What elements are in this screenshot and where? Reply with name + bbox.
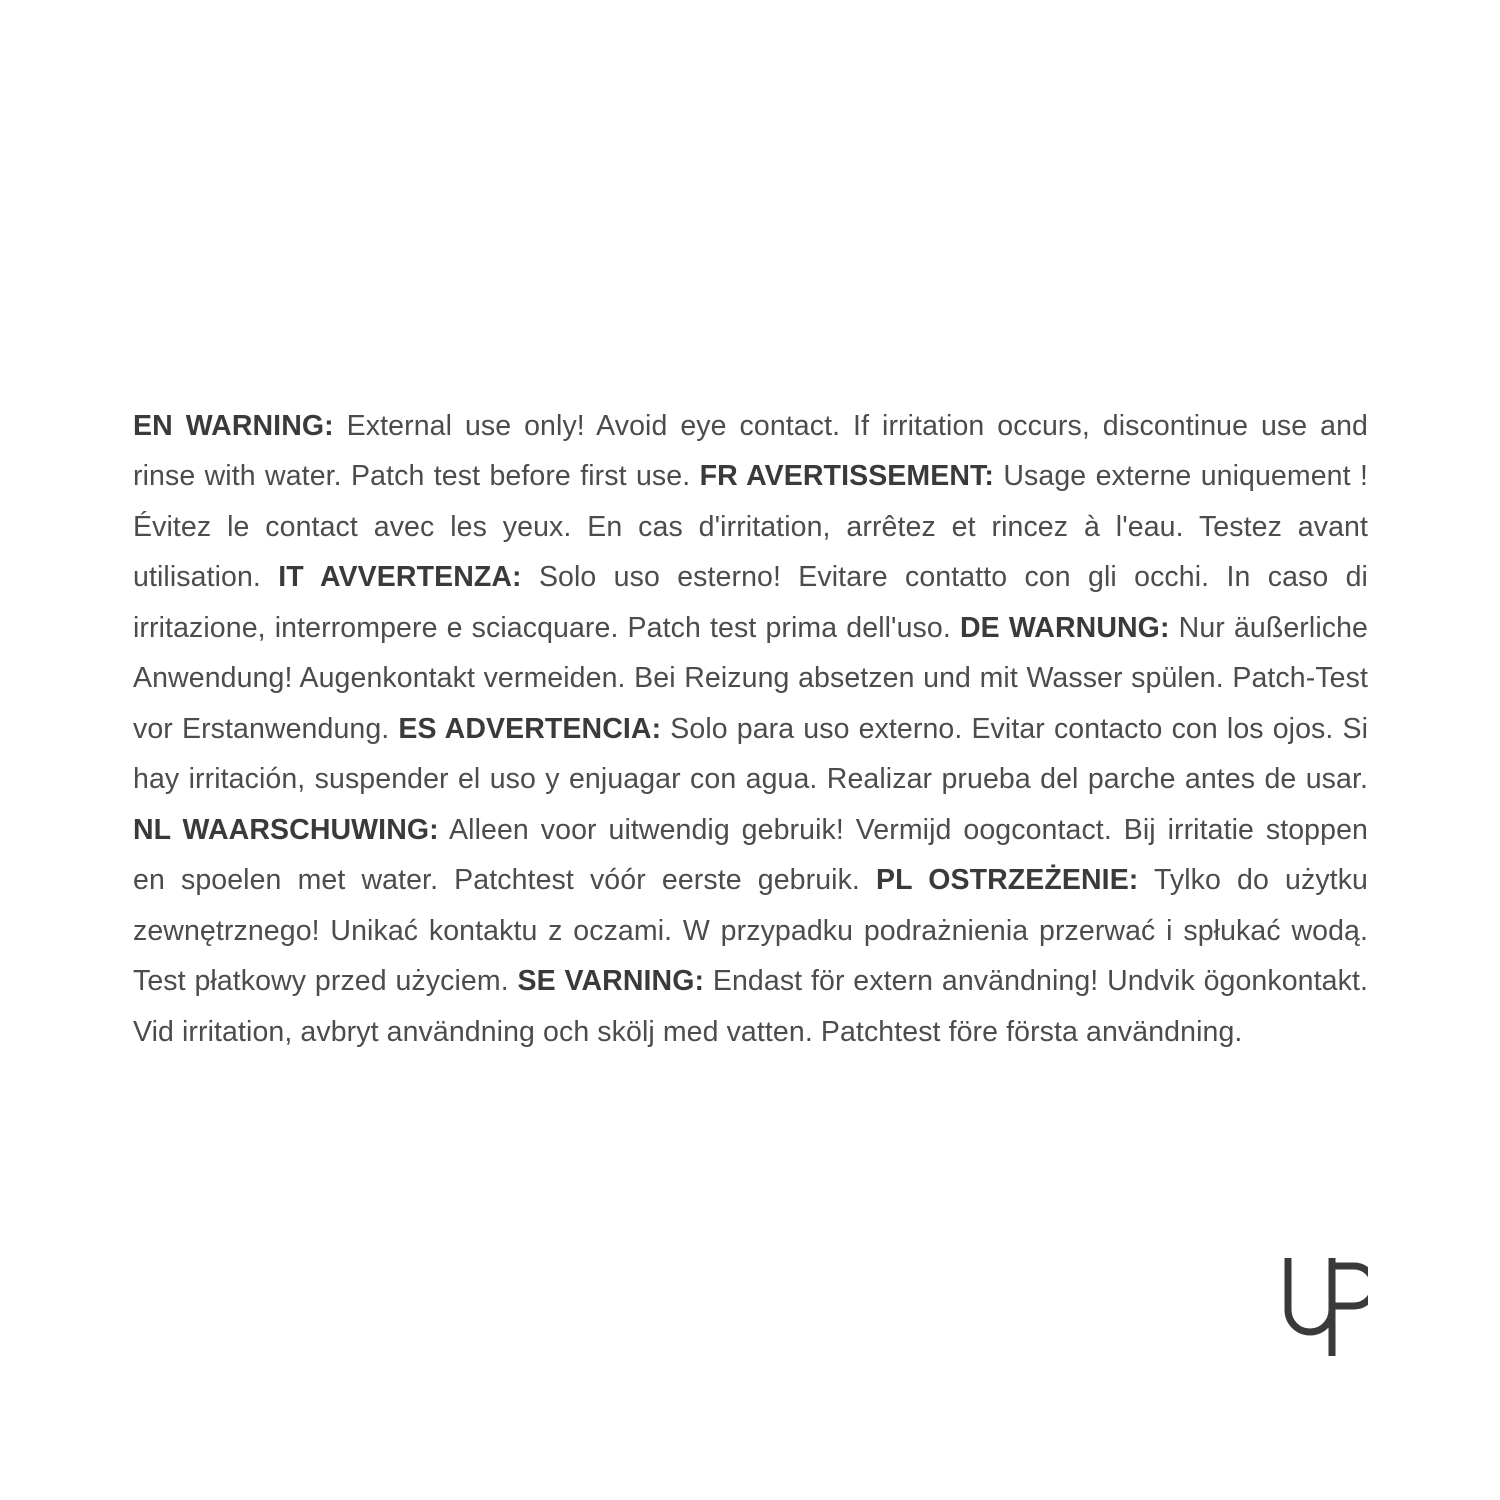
warning-language-body: Solo uso esterno! Evitare contatto con gli occhi. In caso di irritazione, interrompere e sciacquare. Patch test prima dell'uso.: [133, 561, 1368, 644]
warning-language-body: Endast för extern användning! Undvik ögonkontakt. Vid irritation, avbryt användning och skölj med vatten. Patchtest före första användning.: [133, 965, 1368, 1048]
warning-language-body: Alleen voor uitwendig gebruik! Vermijd oogcontact. Bij irritatie stoppen en spoelen met water. Patchtest vóór eerste gebruik.: [133, 813, 1368, 896]
warning-language-label: PL OSTRZEŻENIE:: [876, 864, 1139, 896]
multilingual-warning-text: [133, 401, 1368, 1058]
warning-language-label: EN WARNING:: [133, 409, 334, 442]
warning-language-body: Usage externe uniquement ! Évitez le contact avec les yeux. En cas d'irritation, arrêtez et rincez à l'eau. Testez avant utilisation.: [133, 460, 1369, 593]
warning-language-label: NL WAARSCHUWING:: [133, 813, 439, 846]
warning-language-body: Solo para uso externo. Evitar contacto con los ojos. Si hay irritación, suspender el uso y enjuagar con agua. Realizar prueba del parche antes de usar.: [133, 712, 1368, 795]
warning-language-label: FR AVERTISSEMENT:: [699, 460, 994, 492]
warning-language-label: SE VARNING:: [517, 965, 705, 997]
warning-language-label: ES ADVERTENCIA:: [398, 712, 662, 745]
warning-language-label: IT AVVERTENZA:: [278, 561, 522, 593]
warning-language-body: Tylko do użytku zewnętrznego! Unikać kontaktu z oczami. W przypadku podrażnienia przerwać i spłukać wodą. Test płatkowy przed użyciem.: [133, 864, 1368, 997]
brand-monogram-logo: [1258, 1252, 1368, 1362]
warning-language-body: External use only! Avoid eye contact. If irritation occurs, discontinue use and rinse with water. Patch test before first use.: [133, 409, 1368, 492]
warning-language-body: Nur äußerliche Anwendung! Augenkontakt vermeiden. Bei Reizung absetzen und mit Wasser spülen. Patch-Test vor Erstanwendung.: [133, 611, 1369, 745]
warning-language-label: DE WARNUNG:: [959, 611, 1170, 644]
